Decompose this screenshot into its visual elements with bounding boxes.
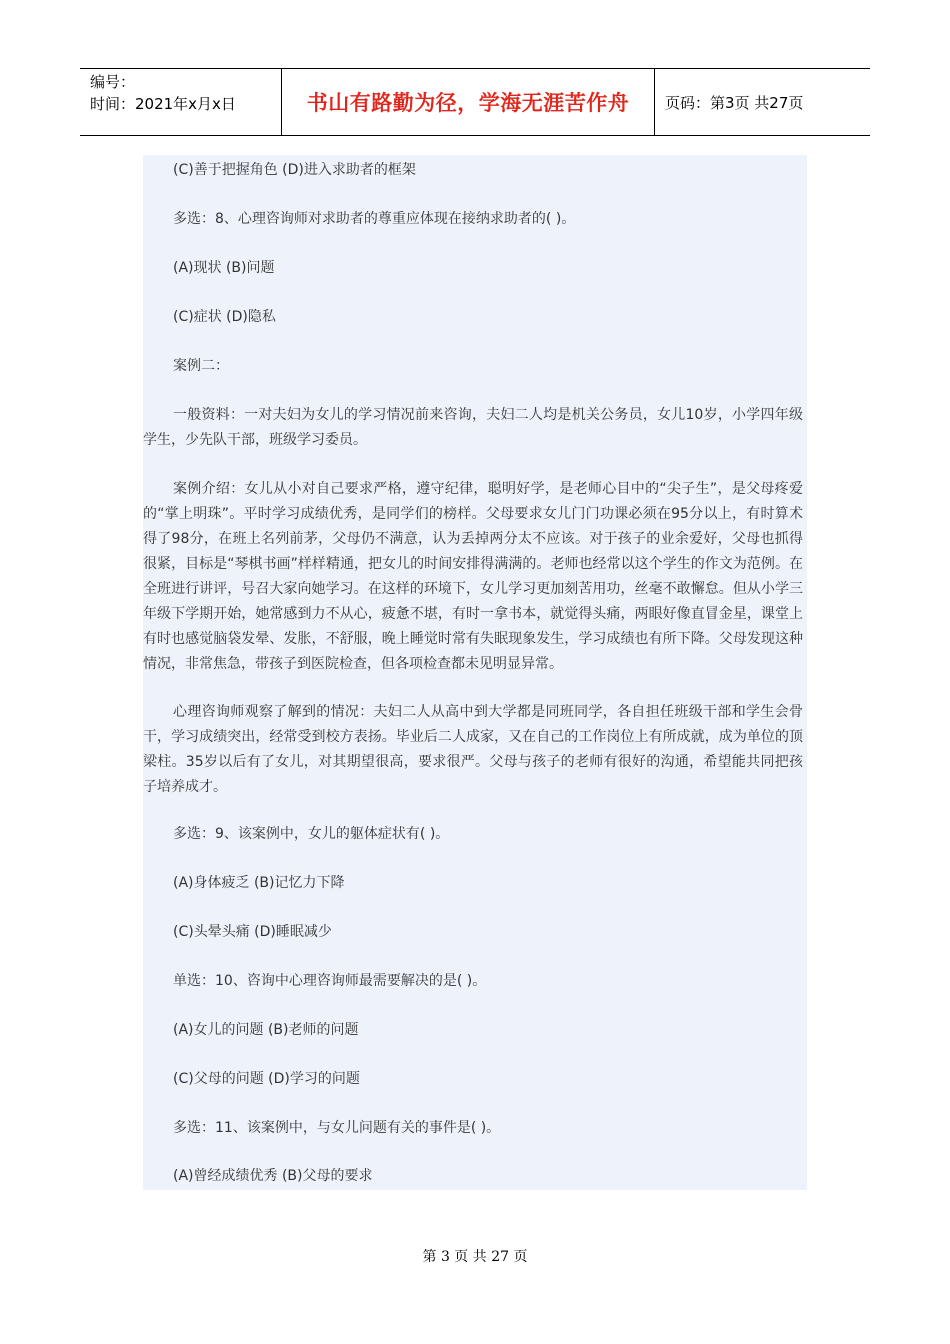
- question-11: 多选：11、该案例中，与女儿问题有关的事件是( )。: [173, 1120, 501, 1136]
- case-intro-paragraph: 案例介绍：女儿从小对自己要求严格，遵守纪律，聪明好学，是老师心目中的“尖子生”，是父母疼爱的“掌上明珠”。平时学习成绩优秀，是同学们的榜样。父母要求女儿门门功课必须在95分以上，有时算术得了98分，在班上名列前茅，父母仍不满意，认为丢掉两分太不应该。对于孩子的业余爱好，父母也抓得很紧，目标是“琴棋书画”样样精通，把女儿的时间安排得满满的。老师也经常以这个学生的作文为范例。在全班进行讲评，号召大家向她学习。在这样的环境下，女儿学习更加刻苦用功，丝毫不敢懈怠。但从小学三年级下学期开始，她常感到力不从心，疲惫不堪，有时一拿书本，就觉得头痛，两眼好像直冒金星，课堂上有时也感觉脑袋发晕、发胀，不舒服，晚上睡觉时常有失眠现象发生，学习成绩也有所下降。父母发现这种情况，非常焦急，带孩子到医院检查，但各项检查都未见明显异常。: [143, 481, 803, 672]
- question-8: 多选：8、心理咨询师对求助者的尊重应体现在接纳求助者的( )。: [173, 211, 576, 227]
- option-line: (A)曾经成绩优秀 (B)父母的要求: [173, 1168, 373, 1184]
- header-meta: [80, 69, 282, 135]
- option-line: (C)父母的问题 (D)学习的问题: [173, 1071, 360, 1087]
- motto: 书山有路勤为径，学海无涯苦作舟: [306, 91, 630, 115]
- option-line: (C)症状 (D)隐私: [173, 309, 276, 325]
- question-10: 单选：10、咨询中心理咨询师最需要解决的是( )。: [173, 973, 487, 989]
- question-9: 多选：9、该案例中，女儿的躯体症状有( )。: [173, 826, 450, 842]
- option-line: (A)女儿的问题 (B)老师的问题: [173, 1022, 359, 1038]
- time-label: 时间：2021年x月x日: [90, 95, 236, 113]
- case-heading: 案例二：: [173, 358, 229, 374]
- page-label: 页码：第3页 共27页: [665, 93, 804, 112]
- header-page-cell: [655, 69, 870, 135]
- header-motto-cell: [282, 69, 655, 135]
- document-header: [80, 68, 870, 136]
- option-line: (A)身体疲乏 (B)记忆力下降: [173, 875, 345, 891]
- option-line: (A)现状 (B)问题: [173, 260, 275, 276]
- general-info-paragraph: 一般资料：一对夫妇为女儿的学习情况前来咨询，夫妇二人均是机关公务员，女儿10岁，小学四年级学生，少先队干部，班级学习委员。: [143, 407, 803, 448]
- page-footer: 第 3 页 共 27 页: [422, 1249, 528, 1265]
- option-line: (C)头晕头痛 (D)睡眠减少: [173, 924, 332, 940]
- option-line: (C)善于把握角色 (D)进入求助者的框架: [173, 162, 416, 178]
- content-panel: [143, 155, 807, 1190]
- observation-paragraph: 心理咨询师观察了解到的情况：夫妇二人从高中到大学都是同班同学，各自担任班级干部和学生会骨干，学习成绩突出，经常受到校方表扬。毕业后二人成家，又在自己的工作岗位上有所成就，成为单位的顶梁柱。35岁以后有了女儿，对其期望很高，要求很严。父母与孩子的老师有很好的沟通，希望能共同把孩子培养成才。: [143, 704, 803, 795]
- number-label: 编号：: [90, 73, 136, 91]
